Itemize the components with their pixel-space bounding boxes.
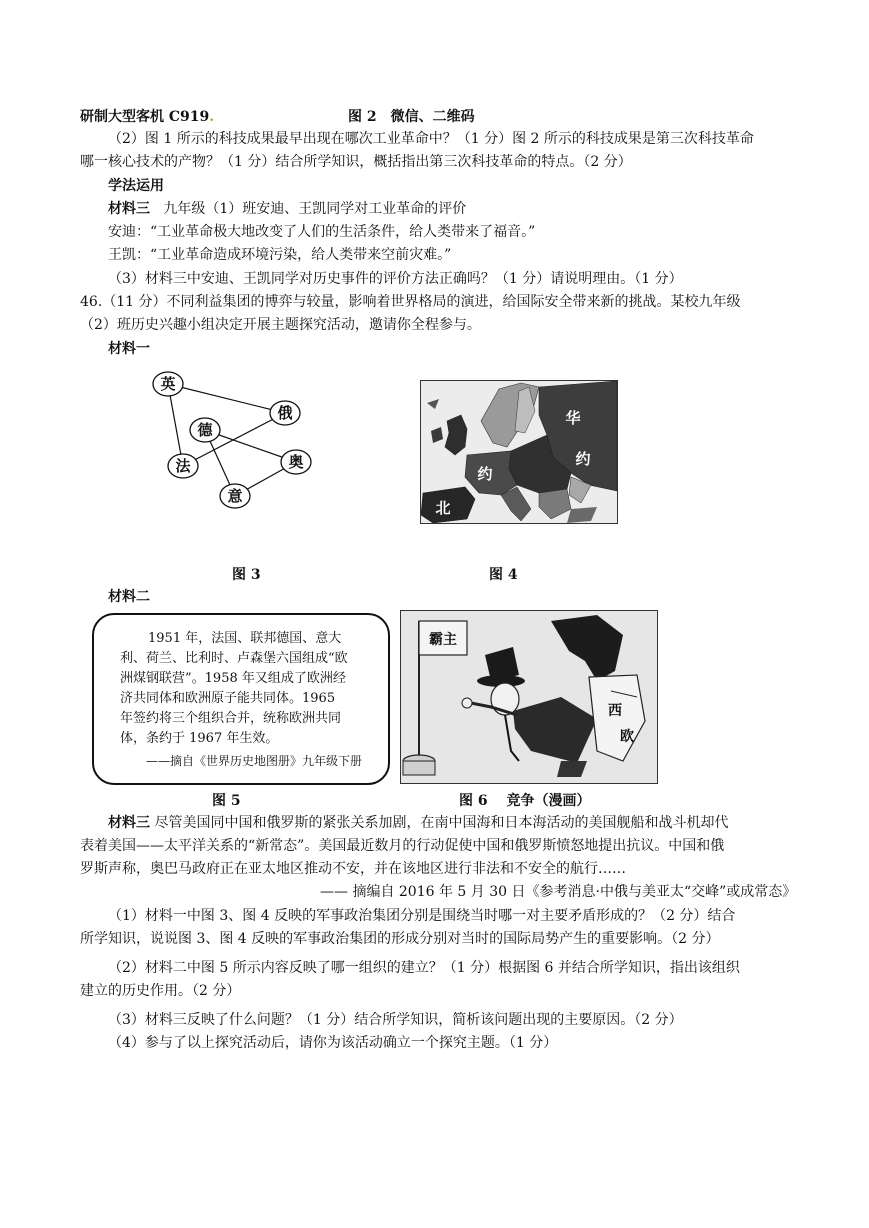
q46-sub4: （4）参与了以上探究活动后，请你为该活动确立一个探究主题。（1 分）	[108, 1035, 558, 1051]
figure3-caption: 图 3	[232, 567, 261, 583]
andy-quote: 安迪：“工业革命极大地改变了人们的生活条件，给人类带来了福音。”	[108, 224, 536, 240]
fig5-line-3: 洲煤钢联营”。1958 年又组成了欧洲经	[120, 671, 346, 686]
fig5-line-1: 1951 年，法国、联邦德国、意大	[148, 631, 342, 646]
map-label-yue-east: 约	[575, 450, 591, 468]
map-label-yue-west: 约	[477, 465, 493, 483]
figure5-caption: 图 5	[212, 793, 241, 809]
question-2-line-2: 哪一核心技术的产物？（1 分）结合所学知识，概括指出第三次科技革命的特点。（2 分）	[80, 154, 632, 170]
node-label-ying: 英	[160, 375, 176, 393]
question-46-line-1: 46.（11 分）不同利益集团的博弈与较量，影响着世界格局的演进，给国际安全带来新的挑战。某校九年级	[80, 294, 741, 310]
q46-sub2-line-1: （2）材料二中图 5 所示内容反映了哪一组织的建立？（1 分）根据图 6 并结合所学知识，指出该组织	[108, 960, 740, 976]
material3b-line-2: 表着美国——太平洋关系的“新常态”。美国最近数月的行动促使中国和俄罗斯愤怒地提出抗议。中国和俄	[80, 838, 725, 854]
fig5-source: ——摘自《世界历史地图册》九年级下册	[146, 754, 363, 768]
q46-sub1-line-1: （1）材料一中图 3、图 4 反映的军事政治集团分别是围绕当时哪一对主要矛盾形成的？（2 分）结合	[108, 908, 736, 924]
material3b-line-1	[108, 813, 728, 833]
material3b-source: —— 摘编自 2016 年 5 月 30 日《参考消息·中俄与美亚太“交峰”或成常态》	[320, 884, 797, 900]
question-3: （3）材料三中安迪、王凯同学对历史事件的评价方法正确吗？（1 分）请说明理由。（1 分）	[108, 271, 683, 287]
figure3-diagram	[140, 366, 330, 516]
material3a-intro: 九年级（1）班安迪、王凯同学对工业革命的评价	[163, 201, 467, 217]
section-method-heading: 学法运用	[108, 178, 164, 194]
fig5-line-5: 年签约将三个组织合并，统称欧洲共同	[120, 711, 342, 726]
node-label-fa: 法	[175, 457, 191, 475]
question-46-line-2: （2）班历史兴趣小组决定开展主题探究活动，邀请你全程参与。	[80, 317, 481, 333]
map-label-bei: 北	[435, 499, 451, 517]
edge-ying-e	[168, 384, 285, 413]
q46-sub1-line-2: 所学知识，说说图 3、图 4 反映的军事政治集团的形成分别对当时的国际局势产生的重要影响。（2 分）	[80, 931, 720, 947]
caption-dot: .	[209, 109, 215, 125]
figure6-caption: 图 6 竞争（漫画）	[459, 793, 591, 809]
material3a-line	[108, 199, 466, 219]
figure1-caption: 研制大型客机 C919.	[80, 109, 215, 125]
node-label-ao: 奥	[288, 453, 304, 471]
figure2-caption: 图 2 微信、二维码	[348, 109, 475, 125]
map-label-hua: 华	[565, 409, 581, 427]
material3a-label: 材料三	[108, 201, 150, 217]
node-label-e: 俄	[277, 404, 293, 422]
material2-label: 材料二	[108, 589, 150, 605]
node-label-de: 德	[197, 421, 213, 439]
figure4-caption: 图 4	[489, 567, 518, 583]
material3b-text-1: 尽管美国同中国和俄罗斯的紧张关系加剧，在南中国海和日本海活动的美国舰船和战斗机却代	[154, 815, 729, 831]
q46-sub3: （3）材料三反映了什么问题？（1 分）结合所学知识，简析该问题出现的主要原因。（2 分）	[108, 1012, 683, 1028]
q46-sub2-line-2: 建立的历史作用。（2 分）	[80, 983, 241, 999]
fig5-line-6: 体，条约于 1967 年生效。	[120, 731, 279, 746]
fig5-line-4: 济共同体和欧洲原子能共同体。1965	[120, 691, 336, 706]
material3b-label: 材料三	[108, 815, 150, 831]
dog-text-1: 西	[608, 703, 622, 719]
material3b-line-3: 罗斯声称，奥巴马政府正在亚太地区推动不安，并在该地区进行非法和不安全的航行……	[80, 861, 626, 877]
figure6-cartoon	[400, 610, 658, 784]
flag-text: 霸主	[429, 632, 457, 648]
material1-label: 材料一	[108, 341, 150, 357]
question-2-line-1: （2）图 1 所示的科技成果最早出现在哪次工业革命中？（1 分）图 2 所示的科技成果是第三次科技革命	[108, 131, 754, 147]
cartoon-image	[401, 611, 657, 783]
europe-map-image	[421, 381, 617, 523]
fig5-line-2: 利、荷兰、比利时、卢森堡六国组成“欧	[120, 651, 348, 666]
dog-text-2: 欧	[620, 729, 634, 745]
figure4-map	[420, 380, 618, 524]
wangkai-quote: 王凯：“工业革命造成环境污染，给人类带来空前灾难。”	[108, 247, 452, 263]
node-label-yi: 意	[227, 487, 243, 505]
figure5-textbox	[92, 613, 390, 785]
